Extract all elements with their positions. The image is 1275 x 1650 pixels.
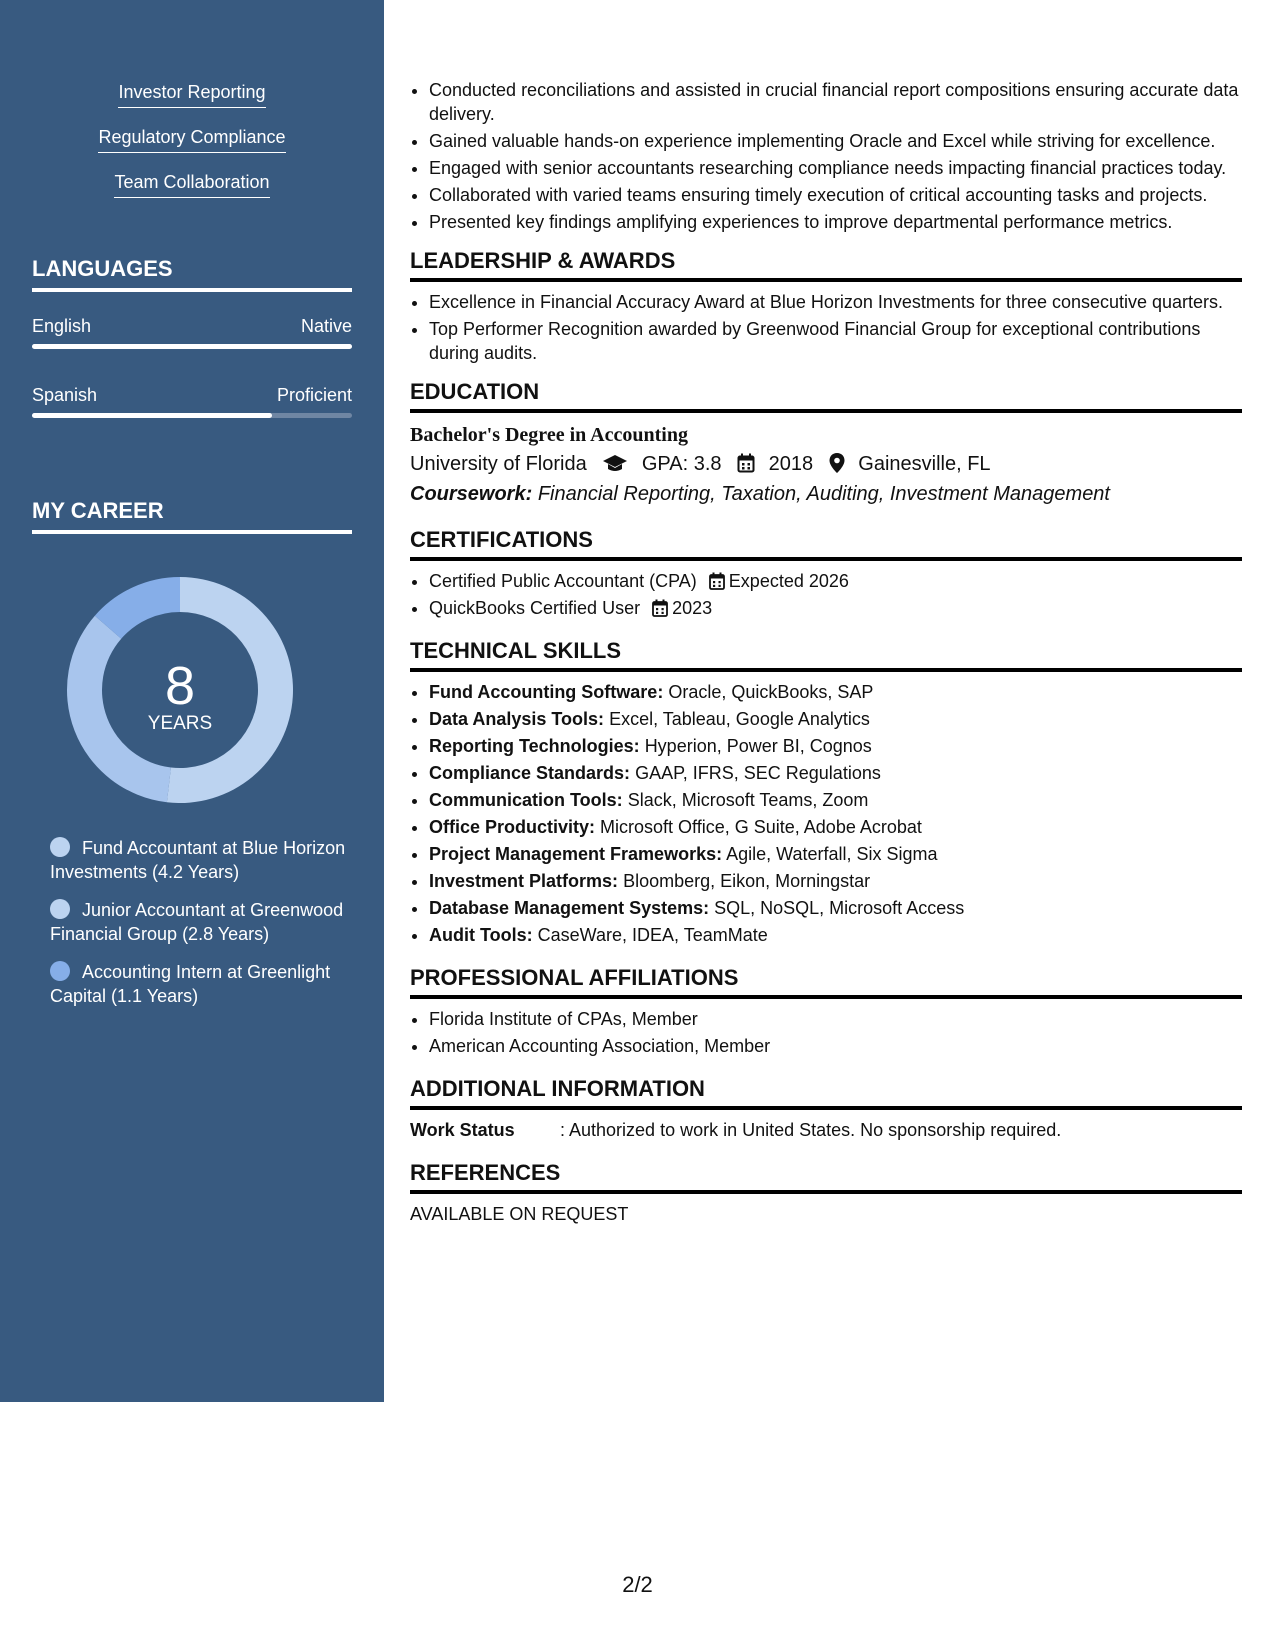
career-donut-chart — [66, 576, 294, 804]
experience-bullet: • Conducted reconciliations and assisted in crucial financial report compositions ensuring accurate data delivery. — [429, 78, 1242, 126]
language-row — [32, 383, 352, 407]
main-content — [410, 78, 1242, 1226]
technical-skill-item — [429, 869, 1242, 893]
technical-skills-heading: TECHNICAL SKILLS — [410, 636, 1242, 672]
language-name: English — [32, 316, 92, 336]
skill-category: Compliance Standards: — [429, 763, 631, 783]
technical-skill-item — [429, 734, 1242, 758]
certifications-heading: CERTIFICATIONS — [410, 525, 1242, 561]
technical-skill-item — [429, 842, 1242, 866]
skill-category: Investment Platforms: — [429, 871, 619, 891]
school-name: University of Florida — [410, 453, 587, 475]
career-label: Accounting Intern at Greenlight Capital (1.1 Years) — [50, 962, 331, 1006]
skill-category: Communication Tools: — [429, 790, 623, 810]
certification-date: 2023 — [672, 598, 713, 618]
gpa: GPA: 3.8 — [641, 453, 722, 475]
skill-item: Investor Reporting — [118, 80, 265, 108]
skill-values: Bloomberg, Eikon, Morningstar — [623, 871, 871, 891]
coursework-value: Financial Reporting, Taxation, Auditing, Investment Management — [537, 483, 1110, 505]
affiliation-item: • Florida Institute of CPAs, Member — [429, 1007, 1242, 1031]
skill-category: Project Management Frameworks: — [429, 844, 723, 864]
skill-category: Audit Tools: — [429, 925, 533, 945]
education-heading: EDUCATION — [410, 377, 1242, 413]
sidebar — [0, 0, 384, 1402]
skill-category: Office Productivity: — [429, 817, 596, 837]
career-label: Fund Accountant at Blue Horizon Investments (4.2 Years) — [50, 838, 346, 882]
skill-values: Slack, Microsoft Teams, Zoom — [627, 790, 869, 810]
career-legend-item — [50, 836, 350, 884]
skill-category: Fund Accounting Software: — [429, 682, 664, 702]
references-heading: REFERENCES — [410, 1158, 1242, 1194]
technical-skill-item — [429, 680, 1242, 704]
career-legend-item — [50, 960, 350, 1008]
technical-skill-item — [429, 896, 1242, 920]
skill-category: Reporting Technologies: — [429, 736, 640, 756]
skill-category: Data Analysis Tools: — [429, 709, 605, 729]
skill-values: Microsoft Office, G Suite, Adobe Acrobat — [600, 817, 922, 837]
skill-values: Excel, Tableau, Google Analytics — [609, 709, 870, 729]
legend-dot-icon — [50, 961, 70, 981]
skills-list — [0, 80, 384, 215]
calendar-icon — [652, 599, 668, 617]
certification-name: Certified Public Accountant (CPA) — [429, 571, 697, 591]
skill-values: Hyperion, Power BI, Cognos — [644, 736, 872, 756]
work-status-label: Work Status — [410, 1120, 515, 1140]
leadership-list — [410, 290, 1242, 365]
leadership-heading: LEADERSHIP & AWARDS — [410, 246, 1242, 282]
language-bar — [32, 413, 352, 418]
skill-item: Team Collaboration — [114, 170, 269, 198]
certification-name: QuickBooks Certified User — [429, 598, 641, 618]
page-number: 2/2 — [622, 1572, 653, 1597]
affiliation-item: • American Accounting Association, Member — [429, 1034, 1242, 1058]
references-text: AVAILABLE ON REQUEST — [410, 1204, 629, 1224]
technical-skill-item — [429, 815, 1242, 839]
career-total-number: 8 — [164, 656, 196, 716]
technical-skill-item — [429, 923, 1242, 947]
skill-values: GAAP, IFRS, SEC Regulations — [635, 763, 881, 783]
skill-category: Database Management Systems: — [429, 898, 710, 918]
coursework-label: Coursework: — [410, 483, 533, 505]
language-name: Spanish — [32, 385, 98, 405]
education-details — [410, 449, 1242, 479]
career-legend-item — [50, 898, 350, 946]
school-location: Gainesville, FL — [858, 453, 991, 475]
language-level: Proficient — [276, 385, 352, 405]
certification-item — [429, 596, 1242, 620]
skill-item: Regulatory Compliance — [98, 125, 285, 153]
leadership-item: • Top Performer Recognition awarded by Greenwood Financial Group for exceptional contributions during audits. — [429, 317, 1242, 365]
legend-dot-icon — [50, 899, 70, 919]
language-level: Native — [300, 316, 352, 336]
language-bar-fill — [32, 413, 272, 418]
affiliations-heading: PROFESSIONAL AFFILIATIONS — [410, 963, 1242, 999]
certifications-list — [410, 569, 1242, 620]
career-heading: MY CAREER — [32, 496, 352, 534]
language-row — [32, 314, 352, 338]
certification-date: Expected 2026 — [728, 571, 849, 591]
career-total-unit: YEARS — [147, 713, 213, 734]
calendar-icon — [709, 572, 725, 590]
language-bar — [32, 344, 352, 349]
technical-skill-item — [429, 788, 1242, 812]
career-legend — [50, 836, 350, 1022]
calendar-icon — [737, 453, 755, 473]
donut-segment — [67, 616, 171, 803]
languages-heading: LANGUAGES — [32, 254, 352, 292]
certification-item — [429, 569, 1242, 593]
degree-title: Bachelor's Degree in Accounting — [410, 424, 688, 446]
skill-values: Oracle, QuickBooks, SAP — [668, 682, 874, 702]
legend-dot-icon — [50, 837, 70, 857]
skill-values: SQL, NoSQL, Microsoft Access — [714, 898, 965, 918]
technical-skills-list — [410, 680, 1242, 947]
skill-values: Agile, Waterfall, Six Sigma — [726, 844, 938, 864]
leadership-item: • Excellence in Financial Accuracy Award at Blue Horizon Investments for three consecutive quarters. — [429, 290, 1242, 314]
experience-bullet: • Gained valuable hands-on experience implementing Oracle and Excel while striving for excellence. — [429, 129, 1242, 153]
language-bar-fill — [32, 344, 352, 349]
work-status-row — [410, 1118, 1242, 1142]
affiliations-list — [410, 1007, 1242, 1058]
technical-skill-item — [429, 761, 1242, 785]
coursework — [410, 479, 1242, 509]
work-status-value: : Authorized to work in United States. No sponsorship required. — [560, 1120, 1062, 1140]
experience-bullets — [410, 78, 1242, 234]
experience-bullet: • Collaborated with varied teams ensuring timely execution of critical accounting tasks and projects. — [429, 183, 1242, 207]
graduation-cap-icon — [602, 453, 628, 473]
additional-info-heading: ADDITIONAL INFORMATION — [410, 1074, 1242, 1110]
skill-values: CaseWare, IDEA, TeamMate — [537, 925, 768, 945]
graduation-year: 2018 — [768, 453, 814, 475]
location-pin-icon — [829, 453, 845, 473]
career-label: Junior Accountant at Greenwood Financial Group (2.8 Years) — [50, 900, 344, 944]
experience-bullet: • Engaged with senior accountants researching compliance needs impacting financial practices today. — [429, 156, 1242, 180]
technical-skill-item — [429, 707, 1242, 731]
experience-bullet: • Presented key findings amplifying experiences to improve departmental performance metrics. — [429, 210, 1242, 234]
